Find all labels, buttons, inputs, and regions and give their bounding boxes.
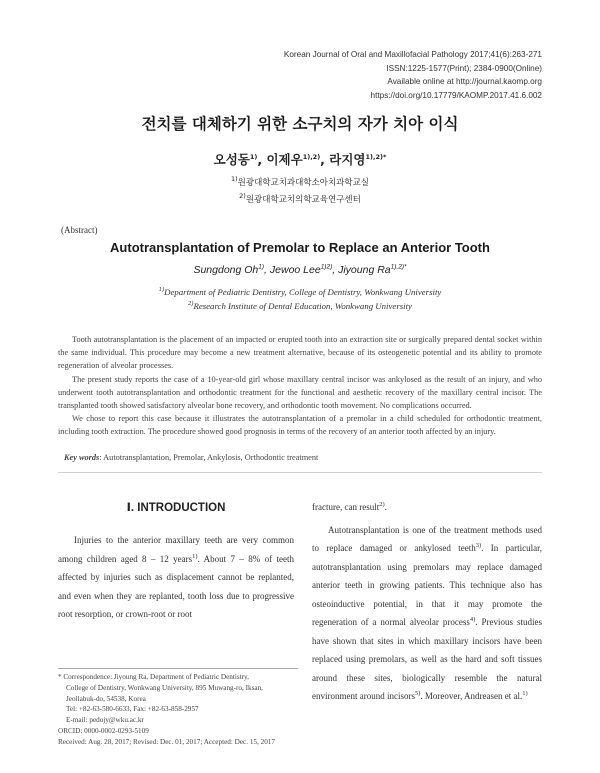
intro-paragraph-continued: [312, 498, 542, 517]
aff-sup: 1): [158, 286, 165, 294]
left-column: [58, 531, 294, 624]
aff-sup: 2): [188, 300, 194, 308]
abstract-paragraph: We chose to report this case because it illustrates the autotransplantation of a premolar in a child scheduled for orthodontic treatment, including tooth extraction. The procedure showed good prognosis in terms of the recovery of an anterior tooth affected by an injury.: [58, 414, 542, 437]
body-text: Autotransplantation is one of the treatment methods used to replace damaged or ankylosed teeth: [312, 524, 542, 553]
body-text: . Moreover, Andreasen et al.: [420, 691, 523, 701]
body-text: . Previous studies have shown that sites in which maxillary incisors have been replaced using premolars, as well as the hard and soft tissues around these sites, biologically resemble the natural environment around incisors: [312, 617, 542, 701]
english-affiliation-1: [0, 287, 600, 297]
journal-header: [284, 48, 542, 102]
footnote-line: College of Dentistry, Wonkwang University, 895 Muwang-ro, Iksan,: [66, 683, 263, 692]
correspondence-footnote: [58, 672, 298, 748]
body-text: fracture, can result: [312, 502, 380, 512]
keywords-label: Key words: [64, 453, 100, 462]
aff-text: 원광대학교치의학교육연구센터: [245, 195, 361, 205]
citation-ref: 3): [475, 542, 482, 549]
english-authors: Sungdong Oh$^{1)}$, Jewoo Lee$^{1)2)}$, Jiyoung $Ra^{1),2)*}$: [193, 263, 407, 276]
english-author-name: Jewoo Lee: [269, 264, 321, 276]
footnote-email[interactable]: E-mail: pedojy@wku.ac.kr: [66, 716, 144, 725]
korean-title: 전치를 대체하기 위한 소구치의 자가 치아 이식: [141, 115, 459, 133]
intro-paragraph: [312, 521, 542, 706]
korean-author-name: 라지영: [329, 152, 366, 167]
body-text: . In particular, autotransplantation using premolars may replace damaged anterior teeth in growing patients. This technique also has osteoinductive potential, in that it may promote the regeneration of a normal alveolar process: [312, 543, 542, 627]
aff-sup: 2): [239, 192, 246, 201]
citation-ref: 2): [379, 501, 385, 508]
keywords-text: : Autotransplantation, Premolar, Ankylosis, Orthodontic treatment: [99, 453, 319, 462]
journal-url[interactable]: Available online at http://journal.kaomp.org: [387, 77, 542, 86]
right-column: [312, 498, 542, 706]
body-text: Injuries to the anterior maxillary teeth are very common among children aged 8 – 12 years: [58, 535, 294, 564]
english-affiliation-2: [0, 301, 600, 311]
citation-ref: 1): [522, 690, 528, 697]
keywords: [64, 453, 318, 462]
korean-authors: 오성동$^{1)}$, 이제우$^{1),2)}$, 라지영$^{1),2)*}$: [213, 152, 387, 167]
intro-paragraph: [58, 531, 294, 624]
footnote-line: Jeollabuk-do, 54538, Korea: [66, 694, 146, 703]
section-heading: Ⅰ. INTRODUCTION: [126, 502, 226, 514]
journal-doi[interactable]: https://doi.org/10.17779/KAOMP.2017.41.6.002: [370, 90, 542, 100]
abstract-body: [58, 333, 542, 439]
citation-ref: 1): [192, 552, 198, 560]
aff-sup: 1): [230, 175, 238, 184]
journal-citation: Korean Journal of Oral and Maxillofacial Pathology 2017;41(6):263-271: [283, 50, 542, 59]
korean-author-name: 이제우: [266, 152, 303, 167]
body-text: .: [384, 502, 387, 512]
abstract-paragraph: The present study reports the case of a 10-year-old girl whose maxillary central incisor was ankylosed as the result of an injury, and who underwent tooth autotransplantation and orthodontic treatment for the functional and aesthetic recovery of the maxillary central incisor. The transplanted tooth showed satisfactory alveolar bone recovery, and orthodontic tooth movement. No complications occurred.: [58, 374, 542, 411]
aff-text: Department of Pediatric Dentistry, College of Dentistry, Wonkwang University: [164, 287, 442, 297]
author-sup: 1),2)*: [390, 263, 407, 271]
author-sup: 1),2)*: [365, 152, 387, 161]
footnote-dates: Received: Aug. 28, 2017; Revised: Dec. 01, 2017; Accepted: Dec. 15, 2017: [58, 737, 275, 746]
abstract-label: (Abstract): [61, 225, 98, 235]
english-title: Autotransplantation of Premolar to Replace an Anterior Tooth: [110, 240, 490, 255]
aff-text: 원광대학교치과대학소아치과학교실: [237, 178, 370, 188]
author-sup: 1): [249, 152, 258, 161]
korean-affiliation-1: [0, 176, 600, 188]
author-sup: 1),2): [302, 152, 321, 161]
body-text: . About 7 – 8% of teeth affected by injuries such as displacement cannot be replanted, and even when they are replanted, tooth loss due to progressive root resorption, or crown-root or root: [58, 553, 294, 619]
citation-ref: 5): [414, 690, 421, 697]
footnote-line: Tel: +82-63-580-6633, Fax: +82-63-858-2957: [66, 705, 199, 714]
citation-ref: 4): [469, 616, 476, 623]
journal-issn: ISSN:1225-1577(Print); 2384-0900(Online): [386, 63, 542, 73]
english-author-name: Sungdong Oh: [193, 264, 259, 276]
footnote-orcid: ORCID: 0000-0002-0293-5109: [58, 726, 149, 735]
korean-affiliation-2: [0, 193, 600, 205]
author-sup: 1): [258, 263, 265, 271]
author-sup: 1)2): [320, 263, 333, 271]
english-author-name: Jiyoung Ra: [338, 264, 391, 276]
aff-text: Research Institute of Dental Education, Wonkwang University: [193, 301, 412, 311]
footnote-divider: [58, 668, 298, 669]
section-divider: [58, 472, 542, 473]
abstract-paragraph: Tooth autotransplantation is the placement of an impacted or erupted tooth into an extraction site or surgically prepared dental socket within the same individual. This procedure may become a new treatment alternative, because of its osteogenetic potential and its ability to promote regeneration of alveolar processes.: [58, 335, 542, 371]
footnote-line: * Correspondence: Jiyoung Ra, Department of Pediatric Dentistry,: [58, 673, 249, 681]
korean-author-name: 오성동: [213, 152, 250, 167]
